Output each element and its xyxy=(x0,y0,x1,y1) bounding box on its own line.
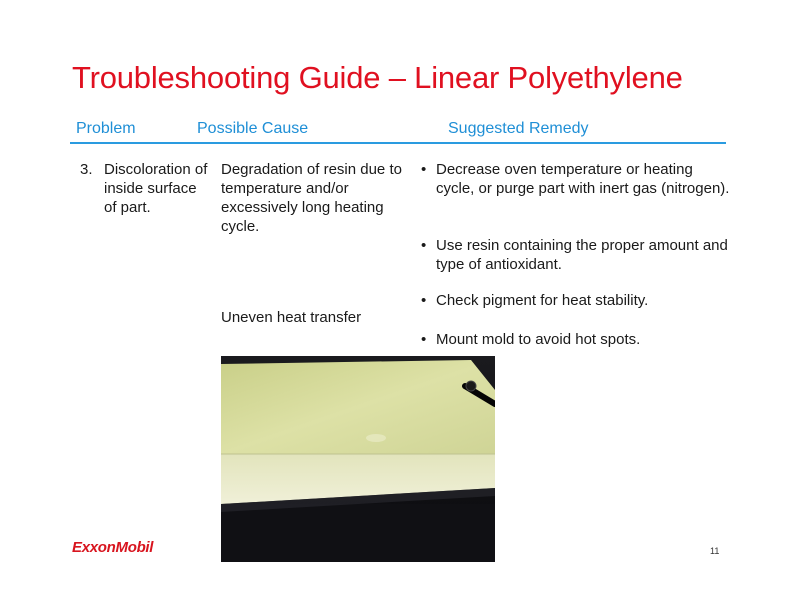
header-divider xyxy=(70,142,726,144)
problem-number: 3. xyxy=(80,161,93,178)
bullet-icon: • xyxy=(421,237,427,254)
column-header-remedy: Suggested Remedy xyxy=(448,120,589,137)
remedy-text-1: Decrease oven temperature or heating cycle, or purge part with inert gas (nitrogen). xyxy=(436,161,730,197)
column-header-cause: Possible Cause xyxy=(197,120,309,137)
column-header-problem: Problem xyxy=(76,120,136,137)
discolored-part-photo xyxy=(221,356,495,562)
bullet-icon: • xyxy=(421,331,427,348)
cause-text-1: Degradation of resin due to temperature and/or excessively long heating cycle. xyxy=(221,161,402,235)
remedy-text-4: Mount mold to avoid hot spots. xyxy=(436,331,641,348)
remedy-text-3: Check pigment for heat stability. xyxy=(436,292,649,309)
page-number: 11 xyxy=(710,546,720,556)
cause-text-2: Uneven heat transfer xyxy=(221,309,362,326)
exxonmobil-logo: ExxonMobil xyxy=(72,539,154,556)
problem-text: Discoloration of inside surface of part. xyxy=(104,161,208,216)
bullet-icon: • xyxy=(421,292,427,309)
remedy-text-2: Use resin containing the proper amount and type of antioxidant. xyxy=(436,237,728,273)
slide-title: Troubleshooting Guide – Linear Polyethylene xyxy=(72,60,683,95)
bullet-icon: • xyxy=(421,161,427,178)
